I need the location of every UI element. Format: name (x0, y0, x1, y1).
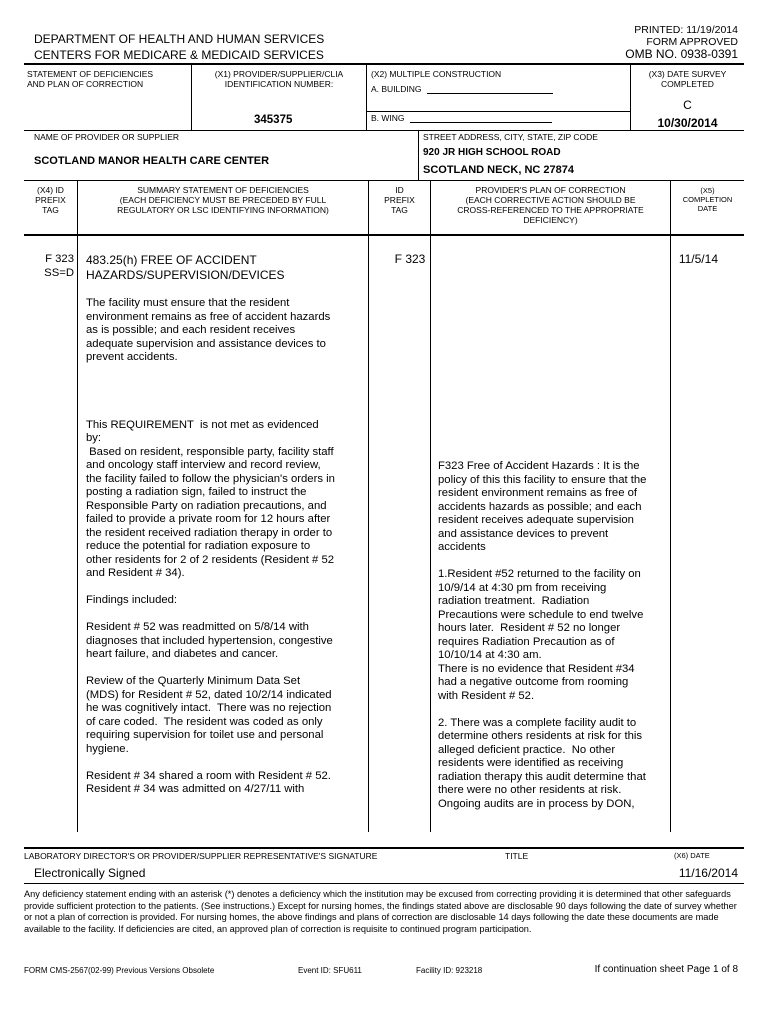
provider-id-number: 345375 (254, 114, 293, 126)
summary-header-line-1: SUMMARY STATEMENT OF DEFICIENCIES (137, 185, 309, 195)
completion-date: 11/5/14 (678, 252, 718, 266)
facility-id: Facility ID: 923218 (416, 966, 483, 975)
requirement-text: The facility must ensure that the resident environment remains as free of accident hazards as is possible; and each resident receives adequate supervision and assistance devices to prevent accidents. (86, 297, 331, 363)
title-label: TITLE (505, 851, 529, 861)
form-header-right (520, 24, 738, 61)
x5-header-line-1: (X5) (700, 186, 715, 195)
form-number: FORM CMS-2567(02-99) Previous Versions Obsolete (24, 966, 215, 975)
id-prefix-header (369, 185, 430, 215)
building-blank (427, 85, 553, 94)
mds-review-text: Review of the Quarterly Minimum Data Set (MDS) for Resident # 52, dated 10/2/14 indicated he was cognitively intact. There was no rejection of care coded. The resident was coded as only requiring supervision for toilet use and personal hygiene. (86, 675, 332, 755)
provider-name: SCOTLAND MANOR HEALTH CARE CENTER (34, 155, 270, 167)
x4-header-line-1: (X4) ID (37, 185, 64, 195)
provider-name-label: NAME OF PROVIDER OR SUPPLIER (34, 132, 179, 142)
survey-date: 10/30/2014 (657, 116, 718, 130)
completion-date-header (671, 186, 744, 213)
signature-value: Electronically Signed (34, 866, 146, 880)
summary-header-line-2: (EACH DEFICIENCY MUST BE PRECEDED BY FULL (119, 195, 327, 205)
provider-tag: F 323 (394, 252, 426, 266)
provider-id-label-line-1: (X1) PROVIDER/SUPPLIER/CLIA (214, 69, 344, 79)
department-heading (34, 32, 324, 63)
x5-header-line-2: COMPLETION (682, 195, 733, 204)
resident-34-text: Resident # 34 shared a room with Resident # 52. Resident # 34 was admitted on 4/27/11 with (86, 769, 331, 795)
multiple-construction-label: (X2) MULTIPLE CONSTRUCTION (371, 69, 502, 79)
id-header-line-2: PREFIX (384, 195, 415, 205)
x4-header-line-2: PREFIX (35, 195, 66, 205)
plan-header-line-1: PROVIDER'S PLAN OF CORRECTION (475, 185, 626, 195)
plan-step-2: 2. There was a complete facility audit to determine others residents at risk for this alleged deficient practice. No other residents were identified as receiving radiation therapy this audit determine that there were no other residents at risk. Ongoing audits are in process by DON, (438, 716, 646, 810)
plan-header-line-2: (EACH CORRECTIVE ACTION SHOULD BE (465, 195, 636, 205)
resident-52-text: Resident # 52 was readmitted on 5/8/14 with diagnoses that included hypertension, congestive heart failure, and diabetes and cancer. (86, 621, 333, 660)
department-line-1: DEPARTMENT OF HEALTH AND HUMAN SERVICES (34, 32, 325, 46)
x4-prefix-header (24, 185, 77, 215)
survey-completed-label-line-1: (X3) DATE SURVEY (648, 69, 727, 79)
address-line-2: SCOTLAND NECK, NC 27874 (423, 164, 574, 176)
provider-id-label-line-2: IDENTIFICATION NUMBER: (224, 79, 334, 89)
wing-label: B. WING (371, 113, 405, 123)
wing-blank (410, 114, 552, 123)
event-id: Event ID: SFU611 (298, 966, 362, 975)
signature-date: 11/16/2014 (678, 866, 738, 880)
continuation-page: If continuation sheet Page 1 of 8 (594, 964, 738, 975)
deficiency-tag: F 323 (45, 253, 74, 265)
x4-header-line-3: TAG (42, 205, 59, 215)
not-met-text: This REQUIREMENT is not met as evidenced by: Based on resident, responsible party, facility staff and oncology staff interview and record review, the facility failed to follow the physician's orders in posting a radiation sign, failed to instruct the Responsible Party on radiation precautions, and failed to provide a private room for 12 hours after the resident received radiation therapy in order to reduce the potential for radiation exposure to other residents for 2 of 2 residents (Resident # 52 and Resident # 34). (86, 418, 335, 579)
provider-id-label (192, 69, 366, 89)
signature-label: LABORATORY DIRECTOR'S OR PROVIDER/SUPPLIER REPRESENTATIVE'S SIGNATURE (24, 851, 378, 861)
address-line-1: 920 JR HIGH SCHOOL ROAD (423, 147, 561, 158)
address-label: STREET ADDRESS, CITY, STATE, ZIP CODE (423, 132, 598, 142)
plan-header-line-3: CROSS-REFERENCED TO THE APPROPRIATE (457, 205, 644, 215)
survey-code: C (683, 98, 692, 112)
statement-label (27, 69, 153, 89)
deficiency-tag-cell (24, 253, 74, 280)
summary-header-line-3: REGULATORY OR LSC IDENTIFYING INFORMATION) (117, 205, 329, 215)
findings-heading: Findings included: (86, 594, 178, 606)
id-header-line-3: TAG (391, 205, 408, 215)
plan-header-line-4: DEFICIENCY) (523, 215, 578, 225)
statement-label-line-1: STATEMENT OF DEFICIENCIES (27, 69, 154, 79)
wing-field (371, 113, 552, 123)
scope-severity: SS=D (44, 266, 74, 279)
plan-policy-text: F323 Free of Accident Hazards : It is the policy of this this facility to ensure that the resident environment remains as free of accidents hazards as possible; and each resident receives adequate supervision and assistance devices to prevent accidents (438, 460, 647, 553)
form-approved: FORM APPROVED (646, 36, 738, 48)
plan-step-1: 1.Resident #52 returned to the facility on 10/9/14 at 4:30 pm from receiving radiation treatment. Radiation Precautions were schedule to end twelve hours later. Resident # 52 no longer requires Radiation Precaution as of 10/10/14 at 4:30 am. There is no evidence that Resident #34 had a negative outcome from rooming with Resident # 52. (438, 568, 644, 702)
disclaimer-text: Any deficiency statement ending with an asterisk (*) denotes a deficiency which the institution may be excused from correcting providing it is determined that other safeguards provide sufficient protection to the patients. (See instructions.) Except for nursing homes, the findings stated above are disclosable 90 days following the date of survey whether or not a plan of correction is provided. For nursing homes, the above findings and plans of correction are disclosable 14 days following the date these documents are made available to the facility. If deficiencies are cited, an approved plan of correction is requisite to continued program participation. (24, 889, 737, 934)
department-line-2: CENTERS FOR MEDICARE & MEDICAID SERVICES (34, 47, 324, 62)
plan-of-correction-header (431, 185, 670, 225)
deficiency-summary (86, 297, 368, 810)
statement-label-line-2: AND PLAN OF CORRECTION (27, 79, 144, 89)
plan-of-correction (438, 460, 670, 825)
survey-completed-label (631, 69, 744, 89)
signature-date-label: (X6) DATE (674, 851, 710, 860)
omb-number: OMB NO. 0938-0391 (625, 47, 738, 61)
survey-completed-label-line-2: COMPLETED (661, 79, 714, 89)
x5-header-line-3: DATE (697, 204, 718, 213)
printed-date: PRINTED: 11/19/2014 (634, 24, 738, 36)
id-header-line-1: ID (395, 185, 404, 195)
building-label: A. BUILDING (371, 84, 422, 94)
regulation-title: 483.25(h) FREE OF ACCIDENT HAZARDS/SUPERVISION/DEVICES (86, 253, 285, 282)
summary-statement-header (78, 185, 368, 215)
building-field (371, 84, 553, 94)
